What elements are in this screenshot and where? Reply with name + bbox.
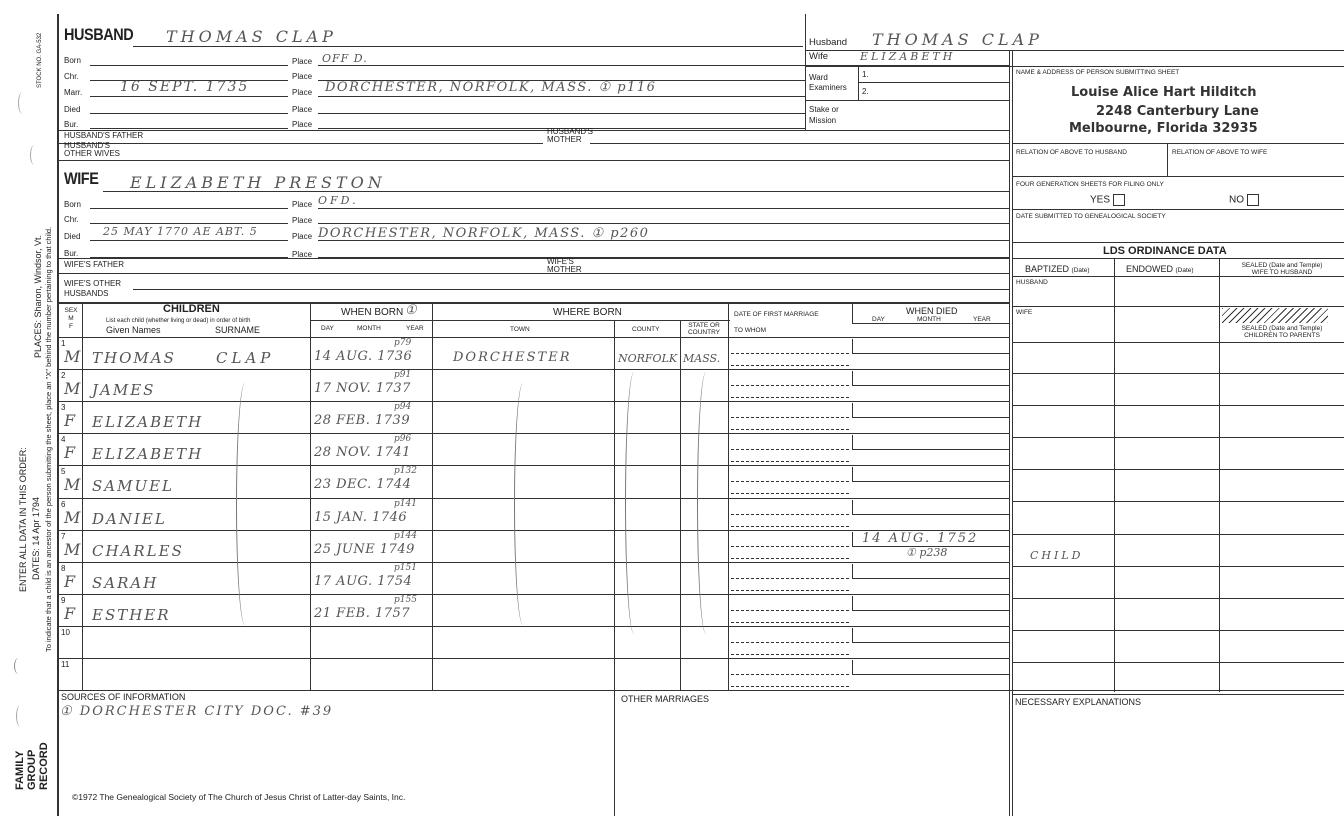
- table-row-line: [58, 562, 1010, 563]
- marriage-date-line: [731, 610, 849, 611]
- husband-born-place-label: Place: [292, 57, 313, 66]
- child-record-page: p96: [394, 434, 412, 445]
- marriage-date-line: [731, 353, 849, 354]
- child-sex: F: [64, 571, 78, 591]
- child-number: 5: [61, 467, 66, 477]
- husband-died-place-line: [318, 113, 805, 114]
- lds-row-line: [1012, 405, 1344, 406]
- wifes-mother-1: WIFE'S: [547, 257, 574, 266]
- husband-marr-place: DORCHESTER, NORFOLK, MASS. ① p116: [325, 80, 657, 95]
- child-number: 3: [61, 403, 66, 413]
- husband-born-label: Born: [64, 56, 81, 65]
- table-row-line: [58, 369, 1010, 370]
- sealed-wife-label: [1226, 262, 1338, 276]
- died-bracket: [852, 628, 853, 642]
- child-number: 11: [61, 660, 70, 669]
- wife-chr-label: Chr.: [64, 215, 79, 224]
- binder-hole-mark: [14, 658, 23, 674]
- form-title-line3: RECORD: [38, 742, 50, 790]
- wifes-other-husbands-2: HUSBANDS: [64, 289, 109, 298]
- stock-number: STOCK NO. GA-532: [37, 32, 43, 88]
- divider: [1012, 342, 1344, 343]
- examiners-divider: [858, 66, 859, 100]
- mission-label: Mission: [809, 116, 837, 125]
- child-sex: F: [64, 443, 78, 463]
- born-day-header: DAY: [321, 325, 334, 332]
- whom-line: [731, 461, 849, 462]
- bottom-divider: [614, 690, 615, 816]
- lds-husband-label: HUSBAND: [1016, 279, 1048, 286]
- examiner-2: 2.: [862, 87, 869, 96]
- lds-row-line: [1012, 630, 1344, 631]
- child-record-page: p94: [394, 402, 412, 413]
- relation-husband-label: RELATION OF ABOVE TO HUSBAND: [1016, 149, 1127, 156]
- husband-born-line: [90, 65, 288, 66]
- examiner-1-line: [858, 82, 1010, 83]
- col-name-end: [310, 302, 311, 690]
- lds-heading: LDS ORDINANCE DATA: [1103, 245, 1227, 257]
- child-record-page: p79: [394, 338, 412, 348]
- child-number: 4: [61, 435, 66, 445]
- wife-died-date: 25 MAY 1770 AE ABT. 5: [103, 225, 258, 238]
- lds-row-line: [1012, 373, 1344, 374]
- child-number: 10: [61, 627, 70, 637]
- lds-col-2: [1219, 258, 1220, 692]
- wifes-other-husbands-label: [64, 279, 121, 299]
- when-died-header: WHEN DIED: [906, 306, 958, 316]
- child-death-date: 14 AUG. 1752: [862, 530, 979, 546]
- husbands-other-wives-2: OTHER WIVES: [64, 149, 121, 158]
- husbands-father-label: HUSBAND'S FATHER: [64, 131, 144, 140]
- child-number: 8: [61, 563, 66, 573]
- wife-chr-place-line: [318, 223, 1010, 224]
- marriage-date-line: [731, 385, 849, 386]
- submitter-city: Melbourne, Florida 32935: [1069, 121, 1258, 136]
- husband-marr-line: [90, 96, 288, 97]
- ditto-mark: [625, 372, 640, 634]
- divider: [58, 160, 1010, 161]
- died-line: [852, 514, 1010, 515]
- right-panel-divider-2: [1012, 50, 1013, 816]
- header-subline-died: [852, 323, 1010, 324]
- died-bracket: [852, 500, 853, 514]
- marriage-date-line: [731, 578, 849, 579]
- died-line: [852, 674, 1010, 675]
- baptized-label: [1025, 264, 1090, 274]
- first-marriage-header: DATE OF FIRST MARRIAGE: [734, 311, 819, 318]
- marriage-date-line: [731, 449, 849, 450]
- ditto-mark: [514, 383, 529, 625]
- child-birth-date: 17 NOV. 1737: [314, 381, 411, 397]
- examiners-label: Examiners: [809, 83, 847, 92]
- child-record-page: p144: [394, 530, 417, 541]
- hdr-husband-label: Husband: [809, 37, 848, 48]
- whom-line: [731, 654, 849, 655]
- baptized-text: BAPTIZED: [1025, 264, 1070, 274]
- whom-line: [731, 622, 849, 623]
- husband-bur-label: Bur.: [64, 120, 79, 129]
- town-header: TOWN: [510, 326, 530, 333]
- copyright: ©1972 The Genealogical Society of The Church of Jesus Christ of Latter-day Saints, Inc.: [72, 792, 406, 802]
- four-gen-label: FOUR GENERATION SHEETS FOR FILING ONLY: [1016, 181, 1164, 188]
- wife-bur-label: Bur.: [64, 249, 79, 258]
- necessary-explanations-label: NECESSARY EXPLANATIONS: [1015, 697, 1142, 707]
- wife-chr-place-label: Place: [292, 216, 313, 225]
- sex-f: F: [69, 323, 73, 330]
- died-line: [852, 481, 1010, 482]
- marriage-date-line: [731, 546, 849, 547]
- child-7-lds-note: CHILD: [1030, 549, 1084, 562]
- hatched-area: [1222, 308, 1328, 323]
- wife-died-label: Died: [64, 232, 81, 241]
- endowed-label: [1126, 264, 1194, 274]
- yes-label: YES: [1090, 194, 1111, 206]
- table-bottom: [58, 690, 1344, 691]
- where-born-header: WHERE BORN: [553, 307, 622, 318]
- marriage-date-line: [731, 642, 849, 643]
- wifes-other-husbands-line: [133, 289, 1010, 290]
- died-line: [852, 578, 1010, 579]
- col-state-end: [728, 302, 729, 690]
- endowed-date-tag: (Date): [1175, 267, 1194, 274]
- child-given-name: SARAH: [92, 573, 159, 592]
- died-bracket: [852, 371, 853, 385]
- child-number: 1: [61, 339, 66, 348]
- died-month-header: MONTH: [917, 316, 941, 323]
- header-divider: [805, 14, 806, 131]
- wifes-mother-label: [547, 258, 582, 274]
- sealed-wife-1: SEALED (Date and Temple): [1241, 262, 1323, 269]
- sex-label: SEX: [64, 307, 78, 314]
- stake-label: Stake or: [809, 105, 839, 114]
- lds-row-line: [1012, 501, 1344, 502]
- husbands-mother-label: [547, 128, 593, 144]
- col-town-end: [614, 320, 615, 690]
- form-title-line1: FAMILY: [14, 750, 26, 790]
- wife-died-line: [90, 240, 288, 241]
- child-birth-county: NORFOLK: [618, 352, 678, 365]
- husband-chr-place-label: Place: [292, 72, 313, 81]
- divider: [1012, 143, 1344, 144]
- child-sex: M: [64, 347, 83, 366]
- lds-wife-label: WIFE: [1016, 309, 1033, 316]
- born-month-header: MONTH: [357, 325, 381, 332]
- date-submitted-label: DATE SUBMITTED TO GENEALOGICAL SOCIETY: [1016, 213, 1166, 220]
- child-surname: CLAP: [216, 349, 275, 367]
- child-number: 7: [61, 531, 66, 541]
- lds-row-line: [1012, 437, 1344, 438]
- form-title: [14, 742, 50, 790]
- sealed-children-label: [1226, 325, 1338, 339]
- husband-name: THOMAS CLAP: [166, 27, 337, 46]
- died-bracket: [852, 596, 853, 610]
- examiners-bottom: [806, 100, 1010, 101]
- child-birth-town: DORCHESTER: [453, 350, 572, 365]
- state-header: [684, 322, 724, 336]
- divider: [58, 273, 1010, 274]
- child-birth-date: 14 AUG. 1736: [314, 349, 413, 364]
- divider: [1012, 258, 1344, 259]
- child-given-name: CHARLES: [92, 541, 184, 560]
- child-birth-date: 17 AUG. 1754: [314, 573, 413, 589]
- sources-label: SOURCES OF INFORMATION: [61, 692, 186, 702]
- child-birth-date: 23 DEC. 1744: [314, 477, 412, 493]
- child-record-page: p155: [394, 594, 417, 605]
- ancestor-indicator-note: To indicate that a child is an ancestor of the person submitting the sheet, place an "X" behind the number pertaining to that child.: [44, 226, 53, 652]
- died-line: [852, 642, 1010, 643]
- wife-died-place: DORCHESTER, NORFOLK, MASS. ① p260: [318, 226, 650, 241]
- child-sex: M: [64, 539, 83, 559]
- binder-hole-mark: [30, 145, 39, 165]
- state-header-2: COUNTRY: [687, 329, 721, 336]
- table-row-line: [58, 433, 1010, 434]
- husband-marr-place-line: [318, 96, 805, 97]
- husbands-other-wives-label: [64, 142, 120, 158]
- table-row-line: [58, 594, 1010, 595]
- husband-chr-label: Chr.: [64, 72, 79, 81]
- divider: [58, 258, 1010, 259]
- child-given-name: JAMES: [92, 381, 156, 400]
- baptized-date-tag: (Date): [1071, 267, 1090, 274]
- given-names-header: Given Names: [106, 325, 161, 335]
- died-day-header: DAY: [872, 316, 885, 323]
- husband-died-label: Died: [64, 105, 81, 114]
- child-birth-date: 28 NOV. 1741: [314, 445, 411, 461]
- table-row-line: [58, 658, 1010, 659]
- ditto-mark: [236, 383, 251, 625]
- husband-marr-label: Marr.: [64, 88, 83, 97]
- lds-col-1: [1114, 258, 1115, 692]
- husbands-mother-label-2: MOTHER: [547, 135, 582, 144]
- wife-bur-place-label: Place: [292, 250, 313, 259]
- col-county-end: [680, 320, 681, 690]
- child-record-page: p91: [394, 370, 412, 381]
- divider: [1012, 209, 1344, 210]
- whom-line: [731, 429, 849, 430]
- child-number: 6: [61, 499, 66, 509]
- table-row-line: [58, 401, 1010, 402]
- lds-row-line: [1012, 566, 1344, 567]
- surname-header: SURNAME: [215, 325, 261, 335]
- marriage-date-line: [731, 514, 849, 515]
- lds-row-line: [1012, 534, 1344, 535]
- submitter-label: NAME & ADDRESS OF PERSON SUBMITTING SHEET: [1016, 69, 1180, 76]
- wife-chr-line: [90, 223, 288, 224]
- died-year-header: YEAR: [973, 316, 991, 323]
- col-marriage-end: [852, 302, 853, 324]
- husband-died-line: [90, 113, 288, 114]
- died-bracket: [852, 435, 853, 449]
- husband-marr-date: 16 SEPT. 1735: [120, 79, 250, 95]
- child-sex: F: [64, 411, 78, 431]
- divider: [58, 130, 1010, 131]
- child-given-name: ELIZABETH: [92, 445, 204, 464]
- child-birth-date: 28 FEB. 1739: [314, 413, 411, 429]
- dates-instruction: DATES: 14 Apr 1794: [31, 497, 41, 580]
- to-whom-header: TO WHOM: [734, 327, 767, 334]
- child-record-page: p132: [394, 466, 417, 477]
- enter-order-instruction: ENTER ALL DATA IN THIS ORDER:: [18, 447, 28, 592]
- yes-checkbox[interactable]: [1090, 194, 1125, 206]
- hdr-husband-name: THOMAS CLAP: [872, 30, 1043, 49]
- child-sex: M: [64, 379, 83, 399]
- sources-text: ① DORCHESTER CITY DOC. #39: [60, 704, 334, 719]
- ward-label: Ward: [809, 73, 828, 82]
- when-born-source-mark: ①: [405, 303, 417, 318]
- binder-hole-mark: [16, 705, 25, 727]
- divider: [1012, 176, 1344, 177]
- marriage-date-line: [731, 481, 849, 482]
- died-line: [852, 385, 1010, 386]
- wife-born-line: [90, 208, 288, 209]
- sealed-wife-2: WIFE TO HUSBAND: [1251, 269, 1313, 276]
- lds-row-line: [1012, 469, 1344, 470]
- died-line: [852, 353, 1010, 354]
- wife-name: ELIZABETH PRESTON: [130, 173, 386, 192]
- died-bracket: [852, 660, 853, 674]
- children-heading: CHILDREN: [163, 303, 220, 315]
- other-marriages-label: OTHER MARRIAGES: [621, 694, 710, 704]
- sealed-children-2: CHILDREN TO PARENTS: [1244, 332, 1320, 339]
- divider: [1012, 276, 1344, 277]
- divider: [58, 143, 543, 144]
- lds-row-line: [1012, 598, 1344, 599]
- county-header: COUNTY: [632, 326, 660, 333]
- no-box[interactable]: [1247, 194, 1259, 206]
- table-row-line: [58, 498, 1010, 499]
- lds-row-line: [1012, 662, 1344, 663]
- submitter-street: 2248 Canterbury Lane: [1096, 104, 1259, 119]
- table-row-line: [58, 626, 1010, 627]
- died-bracket: [852, 403, 853, 417]
- child-birth-date: 21 FEB. 1757: [314, 605, 411, 621]
- whom-line: [731, 397, 849, 398]
- whom-line: [731, 526, 849, 527]
- sex-m: M: [68, 315, 74, 322]
- child-record-page: p151: [394, 562, 417, 573]
- child-birth-state: MASS.: [683, 352, 721, 365]
- husband-bur-line: [90, 128, 288, 129]
- whom-line: [731, 493, 849, 494]
- header-subline: [310, 320, 730, 321]
- state-header-1: STATE OR: [688, 322, 720, 329]
- child-given-name: ELIZABETH: [92, 413, 204, 432]
- husband-heading: HUSBAND: [64, 25, 134, 44]
- examiner-1: 1.: [862, 70, 869, 79]
- wife-born-place-line: [318, 208, 1010, 209]
- col-born-end: [432, 302, 433, 690]
- child-birth-date: 15 JAN. 1746: [314, 509, 408, 525]
- husband-bur-place-label: Place: [292, 120, 313, 129]
- born-year-header: YEAR: [406, 325, 424, 332]
- children-subheading: List each child (whether living or dead) in order of birth: [106, 318, 251, 324]
- wifes-other-husbands-1: WIFE'S OTHER: [64, 279, 122, 288]
- lds-row-line: [1012, 694, 1344, 695]
- divider: [1012, 242, 1344, 243]
- husband-name-line: [133, 46, 803, 47]
- divider: [1012, 306, 1344, 307]
- endowed-text: ENDOWED: [1126, 264, 1173, 274]
- wife-born-place: OFD.: [318, 194, 359, 207]
- hdr-wife-label: Wife: [809, 51, 828, 62]
- child-death-source: ① p238: [906, 545, 948, 559]
- husbands-other-wives-1: HUSBAND'S: [64, 141, 110, 150]
- hdr-wife-name: ELIZABETH: [860, 50, 956, 63]
- relation-divider: [1167, 143, 1168, 176]
- husband-died-place-label: Place: [292, 105, 313, 114]
- sealed-children-1: SEALED (Date and Temple): [1241, 325, 1323, 332]
- child-given-name: DANIEL: [92, 509, 167, 528]
- ditto-mark: [697, 372, 712, 634]
- child-given-name: THOMAS: [92, 349, 176, 367]
- table-row-line: [58, 337, 1010, 338]
- husband-born-place: OFF D.: [322, 52, 368, 65]
- wife-heading: WIFE: [64, 169, 99, 188]
- husbands-mother-label-1: HUSBAND'S: [547, 127, 593, 136]
- relation-wife-label: RELATION OF ABOVE TO WIFE: [1172, 149, 1268, 156]
- child-sex: M: [64, 507, 83, 527]
- left-border: [57, 14, 59, 816]
- died-line: [852, 417, 1010, 418]
- child-sex: M: [64, 475, 83, 495]
- marriage-date-line: [731, 674, 849, 675]
- yes-box[interactable]: [1113, 194, 1125, 206]
- whom-line: [731, 590, 849, 591]
- child-given-name: SAMUEL: [92, 477, 175, 496]
- child-sex: F: [64, 603, 78, 623]
- submitter-name: Louise Alice Hart Hilditch: [1071, 85, 1257, 100]
- child-number: 2: [61, 371, 66, 381]
- child-record-page: p141: [394, 498, 417, 509]
- marriage-date-line: [731, 417, 849, 418]
- husband-marr-place-label: Place: [292, 88, 313, 97]
- whom-line: [731, 558, 849, 559]
- binder-hole-mark: [18, 92, 27, 114]
- husbands-mother-line: [590, 143, 1010, 144]
- when-born-header: WHEN BORN: [341, 307, 404, 318]
- places-instruction: PLACES: Sharon, Windsor, Vt.: [33, 234, 43, 358]
- whom-line: [731, 365, 849, 366]
- table-row-line: [58, 465, 1010, 466]
- sex-header: [64, 307, 78, 331]
- child-number: 9: [61, 595, 66, 605]
- died-bracket: [852, 532, 853, 546]
- wifes-father-label: WIFE'S FATHER: [64, 260, 125, 269]
- no-label: NO: [1229, 194, 1244, 206]
- died-bracket: [852, 564, 853, 578]
- wife-born-label: Born: [64, 200, 81, 209]
- died-bracket: [852, 467, 853, 481]
- wife-died-place-label: Place: [292, 232, 313, 241]
- wife-born-place-label: Place: [292, 200, 313, 209]
- form-title-line2: GROUP: [26, 749, 38, 790]
- died-bracket: [852, 339, 853, 353]
- whom-line: [731, 686, 849, 687]
- hdr-wife-line: [806, 66, 1344, 67]
- wifes-mother-2: MOTHER: [547, 265, 582, 274]
- child-given-name: ESTHER: [92, 605, 171, 624]
- died-line: [852, 449, 1010, 450]
- died-line: [852, 610, 1010, 611]
- no-checkbox[interactable]: [1229, 194, 1259, 206]
- child-birth-date: 25 JUNE 1749: [314, 541, 415, 557]
